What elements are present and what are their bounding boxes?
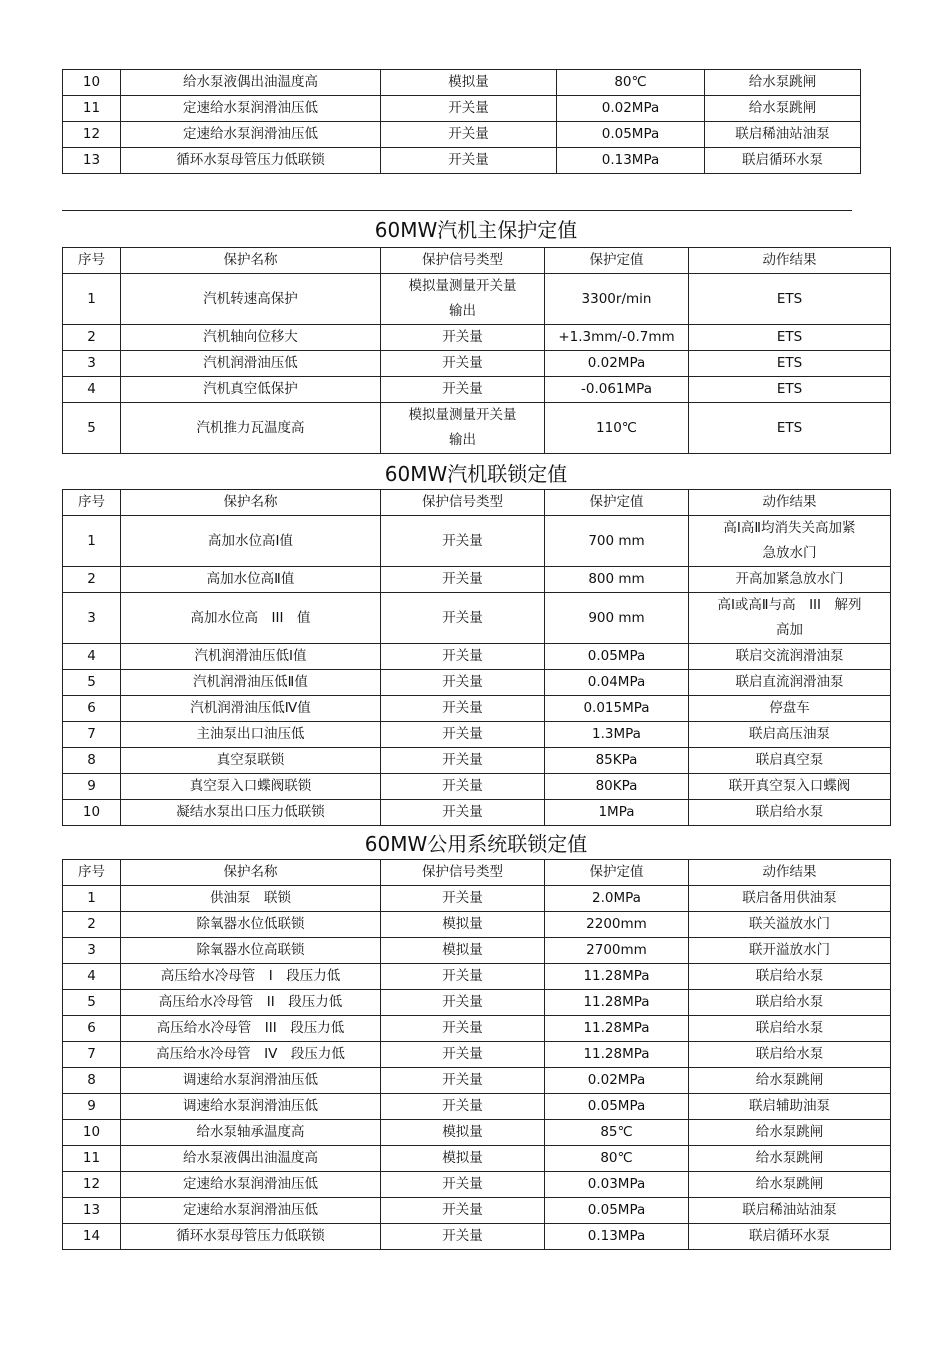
table-row	[63, 748, 891, 774]
table-cell: 循环水泵母管压力低联锁	[121, 1224, 381, 1250]
table-cell: 联启给水泵	[689, 800, 891, 826]
table-body	[63, 516, 891, 826]
table-cell: 11.28MPa	[545, 964, 689, 990]
table-header	[63, 860, 891, 886]
table-row	[63, 722, 891, 748]
table-row	[63, 964, 891, 990]
table-header	[63, 248, 891, 274]
table-row	[63, 148, 861, 174]
table-cell: 给水泵跳闸	[705, 70, 861, 96]
table-cell: 联启备用供油泵	[689, 886, 891, 912]
header-cell: 保护信号类型	[381, 860, 545, 886]
table-cell: 开关量	[381, 122, 557, 148]
table-cell: 2200mm	[545, 912, 689, 938]
table-cell: ETS	[689, 325, 891, 351]
table-cell: 汽机润滑油压低Ⅰ值	[121, 644, 381, 670]
table-cell: 开关量	[381, 1224, 545, 1250]
table-row	[63, 96, 861, 122]
table-cell: 3	[63, 593, 121, 644]
table-cell: 8	[63, 1068, 121, 1094]
table-cell: 700 mm	[545, 516, 689, 567]
main-protection-table	[62, 247, 891, 454]
table-cell: 模拟量	[381, 938, 545, 964]
table-cell: 模拟量测量开关量 输出	[381, 274, 545, 325]
table-cell: 0.13MPa	[545, 1224, 689, 1250]
table-cell: 供油泵 联锁	[121, 886, 381, 912]
table-cell: 11.28MPa	[545, 990, 689, 1016]
table-cell: 联启给水泵	[689, 964, 891, 990]
header-cell: 保护定值	[545, 860, 689, 886]
table-cell: 联启稀油站油泵	[705, 122, 861, 148]
table-cell: 定速给水泵润滑油压低	[121, 122, 381, 148]
table-cell: 给水泵跳闸	[689, 1146, 891, 1172]
table-row	[63, 1120, 891, 1146]
table-cell: 定速给水泵润滑油压低	[121, 1172, 381, 1198]
table-row	[63, 1042, 891, 1068]
table-cell: 2700mm	[545, 938, 689, 964]
table-cell: 高Ⅰ高Ⅱ均消失关高加紧 急放水门	[689, 516, 891, 567]
table-cell: 联开真空泵入口蝶阀	[689, 774, 891, 800]
table-cell: 模拟量	[381, 1120, 545, 1146]
table-cell: 0.05MPa	[545, 1198, 689, 1224]
table-cell: 除氧器水位高联锁	[121, 938, 381, 964]
table-cell: 开关量	[381, 351, 545, 377]
table-cell: 开关量	[381, 670, 545, 696]
continued-table	[62, 69, 861, 174]
table-cell: 4	[63, 644, 121, 670]
table-cell: 开关量	[381, 964, 545, 990]
table-cell: ETS	[689, 274, 891, 325]
table-row	[63, 377, 891, 403]
table-cell: 联启给水泵	[689, 990, 891, 1016]
table-cell: 7	[63, 1042, 121, 1068]
table-cell: 开关量	[381, 96, 557, 122]
table-cell: 11	[63, 96, 121, 122]
table-row	[63, 800, 891, 826]
table-cell: 110℃	[545, 403, 689, 454]
header-cell: 保护定值	[545, 248, 689, 274]
table-cell: 调速给水泵润滑油压低	[121, 1094, 381, 1120]
table-cell: 开关量	[381, 748, 545, 774]
table-cell: 联启给水泵	[689, 1042, 891, 1068]
header-cell: 动作结果	[689, 490, 891, 516]
table-cell: 开关量	[381, 1172, 545, 1198]
table-cell: 13	[63, 1198, 121, 1224]
table-cell: 1	[63, 274, 121, 325]
table-cell: +1.3mm/-0.7mm	[545, 325, 689, 351]
header-cell: 序号	[63, 490, 121, 516]
table-body	[63, 274, 891, 454]
table-row	[63, 1094, 891, 1120]
header-cell: 动作结果	[689, 860, 891, 886]
table-row	[63, 912, 891, 938]
table-cell: 2	[63, 567, 121, 593]
table-row	[63, 1068, 891, 1094]
table-cell: 80℃	[557, 70, 705, 96]
table-cell: 0.13MPa	[557, 148, 705, 174]
interlock-table	[62, 489, 891, 826]
section-title-common-system: 60MW公用系统联锁定值	[364, 832, 588, 856]
table-row	[63, 1198, 891, 1224]
table-cell: 联启给水泵	[689, 1016, 891, 1042]
table-cell: 循环水泵母管压力低联锁	[121, 148, 381, 174]
table-cell: 0.02MPa	[545, 351, 689, 377]
table-row	[63, 1146, 891, 1172]
table-cell: 0.05MPa	[545, 644, 689, 670]
table-cell: 1	[63, 516, 121, 567]
table-cell: 联启循环水泵	[705, 148, 861, 174]
table-cell: 11.28MPa	[545, 1016, 689, 1042]
table-cell: 开关量	[381, 696, 545, 722]
table-cell: 联启真空泵	[689, 748, 891, 774]
table-cell: 0.02MPa	[545, 1068, 689, 1094]
table-row	[63, 774, 891, 800]
table-cell: 联启稀油站油泵	[689, 1198, 891, 1224]
header-row	[63, 248, 891, 274]
table-cell: 0.02MPa	[557, 96, 705, 122]
table-cell: 12	[63, 122, 121, 148]
table-cell: 1.3MPa	[545, 722, 689, 748]
table-cell: 4	[63, 377, 121, 403]
table-cell: 1	[63, 886, 121, 912]
table-row	[63, 274, 891, 325]
table-row	[63, 644, 891, 670]
table-cell: 汽机润滑油压低Ⅳ值	[121, 696, 381, 722]
table-cell: 12	[63, 1172, 121, 1198]
table-cell: ETS	[689, 403, 891, 454]
table-cell: 3	[63, 938, 121, 964]
table-row	[63, 403, 891, 454]
table-cell: 高加水位高Ⅰ值	[121, 516, 381, 567]
table-cell: 给水泵液偶出油温度高	[121, 1146, 381, 1172]
table-body	[63, 886, 891, 1250]
table-row	[63, 122, 861, 148]
table-cell: 高加水位高 III 值	[121, 593, 381, 644]
table-cell: 2.0MPa	[545, 886, 689, 912]
table-cell: 给水泵跳闸	[689, 1068, 891, 1094]
table-cell: 模拟量	[381, 912, 545, 938]
table-cell: 定速给水泵润滑油压低	[121, 96, 381, 122]
table-cell: 定速给水泵润滑油压低	[121, 1198, 381, 1224]
header-cell: 保护名称	[121, 860, 381, 886]
table-cell: 开关量	[381, 516, 545, 567]
table-row	[63, 886, 891, 912]
table-row	[63, 1224, 891, 1250]
header-cell: 保护信号类型	[381, 490, 545, 516]
header-row	[63, 860, 891, 886]
table-cell: 开关量	[381, 886, 545, 912]
table-cell: 开关量	[381, 644, 545, 670]
table-row	[63, 516, 891, 567]
table-row	[63, 1172, 891, 1198]
table-cell: 0.03MPa	[545, 1172, 689, 1198]
section-title-interlock: 60MW汽机联锁定值	[384, 462, 568, 486]
table-cell: 联开溢放水门	[689, 938, 891, 964]
table-cell: 汽机推力瓦温度高	[121, 403, 381, 454]
table-cell: 开关量	[381, 990, 545, 1016]
header-cell: 保护名称	[121, 248, 381, 274]
table-cell: 14	[63, 1224, 121, 1250]
table-cell: 800 mm	[545, 567, 689, 593]
table-cell: 开关量	[381, 774, 545, 800]
table-cell: 5	[63, 403, 121, 454]
table-cell: 联关溢放水门	[689, 912, 891, 938]
table-cell: 0.015MPa	[545, 696, 689, 722]
table-row	[63, 325, 891, 351]
table-cell: 85KPa	[545, 748, 689, 774]
table-cell: 5	[63, 990, 121, 1016]
table-cell: 开关量	[381, 1016, 545, 1042]
table-cell: 凝结水泵出口压力低联锁	[121, 800, 381, 826]
table-cell: 2	[63, 912, 121, 938]
table-cell: 2	[63, 325, 121, 351]
table-cell: ETS	[689, 351, 891, 377]
table-cell: -0.061MPa	[545, 377, 689, 403]
header-cell: 保护信号类型	[381, 248, 545, 274]
table-cell: 7	[63, 722, 121, 748]
common-system-table	[62, 859, 891, 1250]
table-cell: 汽机润滑油压低Ⅱ值	[121, 670, 381, 696]
table-cell: 真空泵入口蝶阀联锁	[121, 774, 381, 800]
table-cell: 9	[63, 1094, 121, 1120]
table-cell: 10	[63, 1120, 121, 1146]
table-cell: 联启辅助油泵	[689, 1094, 891, 1120]
table-cell: 开关量	[381, 567, 545, 593]
table-cell: 开关量	[381, 593, 545, 644]
table-cell: 900 mm	[545, 593, 689, 644]
header-cell: 序号	[63, 860, 121, 886]
table-cell: 11.28MPa	[545, 1042, 689, 1068]
table-cell: 8	[63, 748, 121, 774]
table-cell: 高压给水冷母管 I 段压力低	[121, 964, 381, 990]
table-cell: 11	[63, 1146, 121, 1172]
table-row	[63, 351, 891, 377]
table-cell: 3300r/min	[545, 274, 689, 325]
table-row	[63, 938, 891, 964]
header-cell: 保护名称	[121, 490, 381, 516]
table-cell: 调速给水泵润滑油压低	[121, 1068, 381, 1094]
table-cell: 模拟量	[381, 70, 557, 96]
table-cell: 高压给水冷母管 II 段压力低	[121, 990, 381, 1016]
table-cell: 主油泵出口油压低	[121, 722, 381, 748]
table-cell: 4	[63, 964, 121, 990]
table-cell: 开关量	[381, 800, 545, 826]
table-cell: 开高加紧急放水门	[689, 567, 891, 593]
table-cell: 6	[63, 1016, 121, 1042]
table-row	[63, 696, 891, 722]
table-cell: 汽机润滑油压低	[121, 351, 381, 377]
table-cell: 联启高压油泵	[689, 722, 891, 748]
table-row	[63, 670, 891, 696]
table-header	[63, 490, 891, 516]
table-cell: 联启交流润滑油泵	[689, 644, 891, 670]
table-cell: 模拟量	[381, 1146, 545, 1172]
header-cell: 序号	[63, 248, 121, 274]
table-cell: 给水泵跳闸	[689, 1120, 891, 1146]
table-cell: 13	[63, 148, 121, 174]
table-cell: 10	[63, 800, 121, 826]
table-cell: 联启循环水泵	[689, 1224, 891, 1250]
table-cell: 给水泵轴承温度高	[121, 1120, 381, 1146]
table-cell: 开关量	[381, 1068, 545, 1094]
continued-table-body	[63, 70, 861, 174]
table-cell: 0.05MPa	[545, 1094, 689, 1120]
table-cell: 开关量	[381, 1042, 545, 1068]
table-cell: 停盘车	[689, 696, 891, 722]
table-cell: 5	[63, 670, 121, 696]
section-title-main-protection: 60MW汽机主保护定值	[374, 218, 578, 242]
table-cell: 开关量	[381, 377, 545, 403]
table-cell: 除氧器水位低联锁	[121, 912, 381, 938]
table-row	[63, 1016, 891, 1042]
table-cell: 开关量	[381, 1094, 545, 1120]
table-cell: 1MPa	[545, 800, 689, 826]
table-cell: 开关量	[381, 722, 545, 748]
header-cell: 保护定值	[545, 490, 689, 516]
table-cell: 9	[63, 774, 121, 800]
table-row	[63, 990, 891, 1016]
table-cell: 0.04MPa	[545, 670, 689, 696]
table-cell: 联启直流润滑油泵	[689, 670, 891, 696]
table-cell: 6	[63, 696, 121, 722]
table-cell: 模拟量测量开关量 输出	[381, 403, 545, 454]
header-row	[63, 490, 891, 516]
table-cell: 给水泵跳闸	[689, 1172, 891, 1198]
table-cell: 85℃	[545, 1120, 689, 1146]
table-cell: 80KPa	[545, 774, 689, 800]
table-cell: 高Ⅰ或高Ⅱ与高 III 解列 高加	[689, 593, 891, 644]
table-cell: 汽机转速高保护	[121, 274, 381, 325]
table-cell: 汽机轴向位移大	[121, 325, 381, 351]
table-row	[63, 593, 891, 644]
table-cell: 开关量	[381, 148, 557, 174]
table-cell: 3	[63, 351, 121, 377]
table-cell: 给水泵液偶出油温度高	[121, 70, 381, 96]
table-cell: 开关量	[381, 325, 545, 351]
table-row	[63, 567, 891, 593]
table-cell: 10	[63, 70, 121, 96]
table-cell: 给水泵跳闸	[705, 96, 861, 122]
table-cell: 开关量	[381, 1198, 545, 1224]
table-cell: 高压给水冷母管 IV 段压力低	[121, 1042, 381, 1068]
header-cell: 动作结果	[689, 248, 891, 274]
table-cell: 真空泵联锁	[121, 748, 381, 774]
table-row	[63, 70, 861, 96]
section-divider	[62, 210, 852, 211]
table-cell: 汽机真空低保护	[121, 377, 381, 403]
table-cell: ETS	[689, 377, 891, 403]
table-cell: 80℃	[545, 1146, 689, 1172]
table-cell: 高压给水冷母管 III 段压力低	[121, 1016, 381, 1042]
table-cell: 高加水位高Ⅱ值	[121, 567, 381, 593]
table-cell: 0.05MPa	[557, 122, 705, 148]
